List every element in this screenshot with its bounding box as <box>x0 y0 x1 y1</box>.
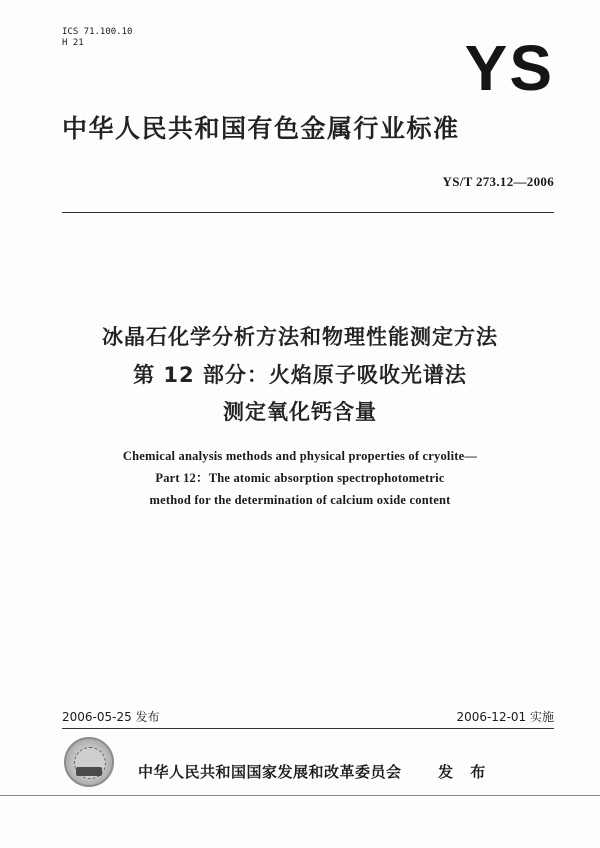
official-seal-icon <box>64 737 114 787</box>
chinese-title-line-3: 测定氧化钙含量 <box>223 400 377 424</box>
standard-category-title: 中华人民共和国有色金属行业标准 <box>62 114 460 143</box>
seal-band <box>76 767 102 776</box>
standard-number: YS/T 273.12—2006 <box>442 174 554 189</box>
implementation-date: 2006-12-01 实施 <box>456 710 554 724</box>
standard-logo: YS <box>464 32 554 104</box>
issue-date: 2006-05-25 发布 <box>62 710 160 724</box>
ccs-code: H 21 <box>62 38 84 48</box>
date-divider <box>62 728 554 729</box>
english-title-line-1: Chemical analysis methods and physical properties of cryolite— <box>122 449 478 463</box>
ics-code: ICS 71.100.10 <box>62 27 133 37</box>
footer-divider <box>0 795 600 796</box>
chinese-title-line-1: 冰晶石化学分析方法和物理性能测定方法 <box>102 325 498 349</box>
english-title-line-2: Part 12：The atomic absorption spectrophotometric <box>155 471 445 485</box>
english-title-line-3: method for the determination of calcium oxide content <box>149 493 451 507</box>
issuing-authority: 中华人民共和国国家发展和改革委员会 <box>138 763 402 781</box>
chinese-title-line-2: 第 12 部分：火焰原子吸收光谱法 <box>133 363 467 387</box>
publish-label: 发 布 <box>438 763 492 781</box>
header-divider <box>62 212 554 213</box>
